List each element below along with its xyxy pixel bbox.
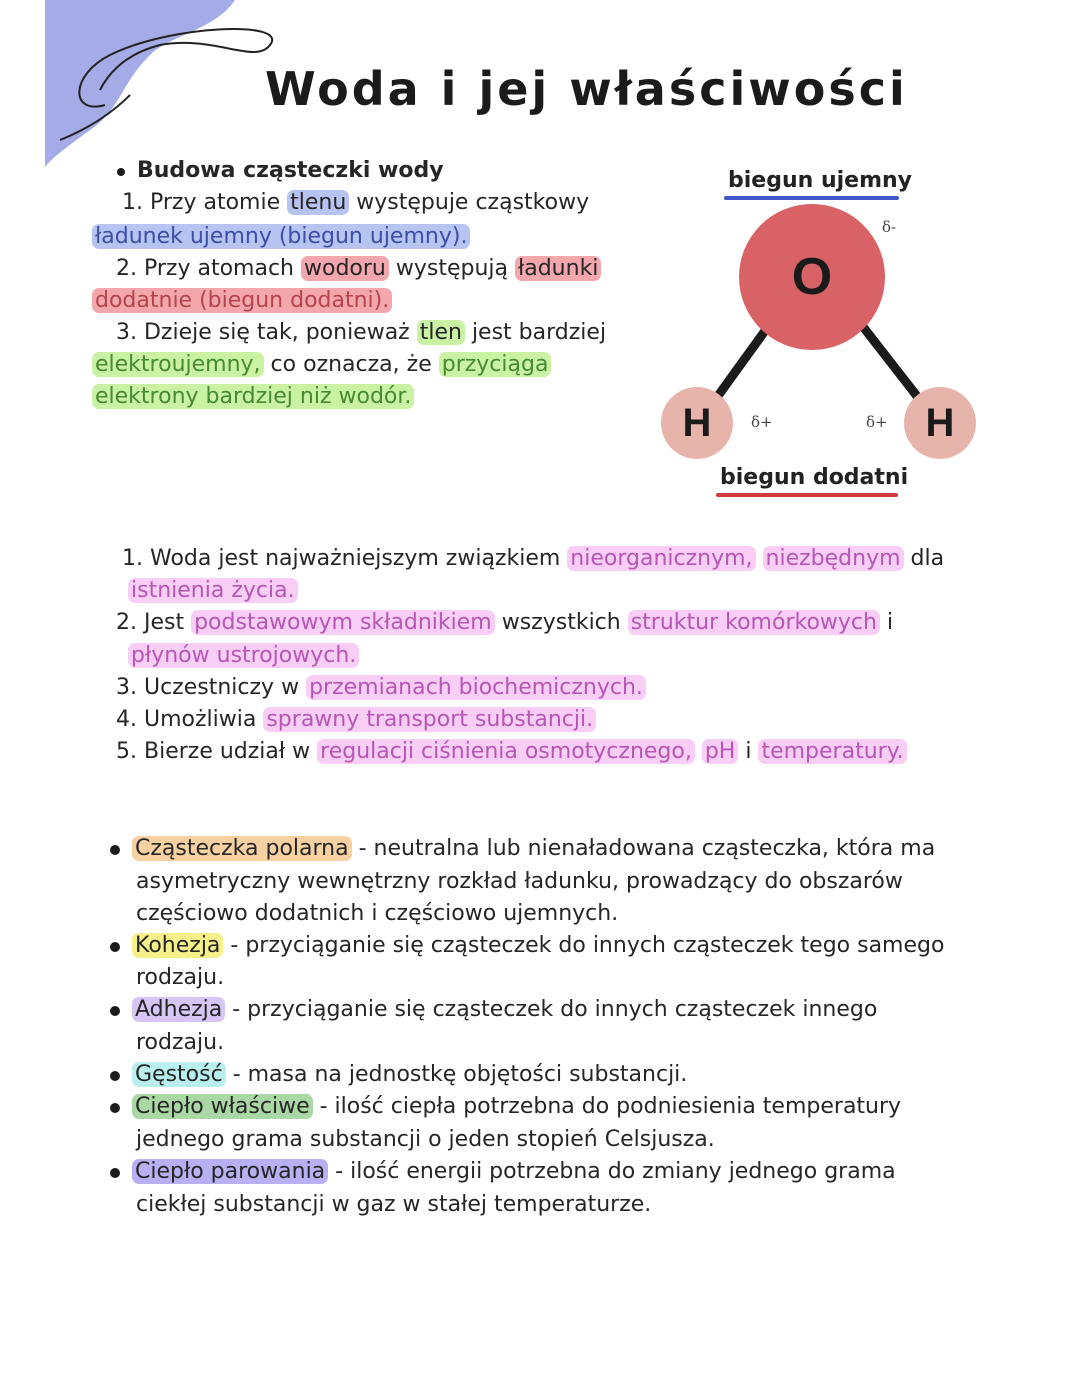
partial-negative-charge: δ- — [882, 218, 897, 236]
definition-polar-molecule-cont: częściowo dodatnich i częściowo ujemnych. — [136, 901, 619, 926]
structure-line-6: elektroujemny, co oznacza, że przyciąga — [92, 350, 551, 380]
role-2: 2. Jest podstawowym składnikiem wszystkich struktur komórkowych i — [116, 610, 894, 635]
definition-heat-of-vaporization-cont: ciekłej substancji w gaz w stałej temperaturze. — [136, 1192, 652, 1217]
definition-polar-molecule-cont: asymetryczny wewnętrzny rozkład ładunku, prowadzący do obszarów — [136, 869, 903, 894]
structure-line-2: ładunek ujemny (biegun ujemny). — [92, 222, 470, 252]
bullet-dot — [117, 168, 125, 176]
bullet-dot — [110, 845, 120, 855]
structure-header: Budowa cząsteczki wody — [137, 158, 444, 183]
role-5: 5. Bierze udział w regulacji ciśnienia osmotycznego, pH i temperatury. — [116, 737, 907, 767]
positive-pole-label: biegun dodatni — [720, 465, 909, 490]
structure-line-5: 3. Dzieje się tak, ponieważ tlen jest bardziej — [116, 320, 607, 345]
role-3: 3. Uczestniczy w przemianach biochemicznych. — [116, 673, 646, 703]
bullet-dot — [110, 1103, 120, 1113]
definition-polar-molecule: Cząsteczka polarna - neutralna lub nienaładowana cząsteczka, która ma — [132, 834, 935, 864]
partial-positive-charge-left: δ+ — [751, 413, 773, 431]
role-1: 1. Woda jest najważniejszym związkiem nieorganicznym, niezbędnym dla — [122, 546, 945, 571]
hydrogen-atom-right: H — [904, 387, 976, 459]
positive-pole-underline — [716, 493, 898, 497]
definition-density: Gęstość - masa na jednostkę objętości substancji. — [132, 1060, 687, 1090]
definition-cohesion-cont: rodzaju. — [136, 965, 225, 990]
definition-specific-heat: Ciepło właściwe - ilość ciepła potrzebna do podniesienia temperatury — [132, 1092, 901, 1122]
negative-pole-underline — [724, 196, 899, 200]
structure-line-7: elektrony bardziej niż wodór. — [92, 382, 414, 412]
definition-adhesion: Adhezja - przyciąganie się cząsteczek do innych cząsteczek innego — [132, 995, 877, 1025]
structure-line-1: 1. Przy atomie tlenu występuje cząstkowy — [122, 190, 590, 215]
partial-positive-charge-right: δ+ — [866, 413, 888, 431]
bullet-dot — [110, 942, 120, 952]
negative-pole-label: biegun ujemny — [728, 168, 912, 193]
definition-adhesion-cont: rodzaju. — [136, 1030, 225, 1055]
page-title: Woda i jej właściwości — [265, 62, 908, 116]
bullet-dot — [110, 1168, 120, 1178]
bullet-dot — [110, 1006, 120, 1016]
role-1-cont: istnienia życia. — [128, 576, 298, 606]
structure-line-4: dodatnie (biegun dodatni). — [92, 286, 392, 316]
oxygen-atom: O — [739, 204, 885, 350]
role-4: 4. Umożliwia sprawny transport substancji. — [116, 705, 596, 735]
corner-decoration — [0, 0, 300, 180]
definition-cohesion: Kohezja - przyciąganie się cząsteczek do innych cząsteczek tego samego — [132, 931, 944, 961]
definition-specific-heat-cont: jednego grama substancji o jeden stopień Celsjusza. — [136, 1127, 715, 1152]
role-2-cont: płynów ustrojowych. — [128, 641, 359, 671]
definition-heat-of-vaporization: Ciepło parowania - ilość energii potrzebna do zmiany jednego grama — [132, 1157, 896, 1187]
hydrogen-atom-left: H — [661, 387, 733, 459]
bullet-dot — [110, 1071, 120, 1081]
structure-line-3: 2. Przy atomach wodoru występują ładunki — [116, 254, 601, 284]
